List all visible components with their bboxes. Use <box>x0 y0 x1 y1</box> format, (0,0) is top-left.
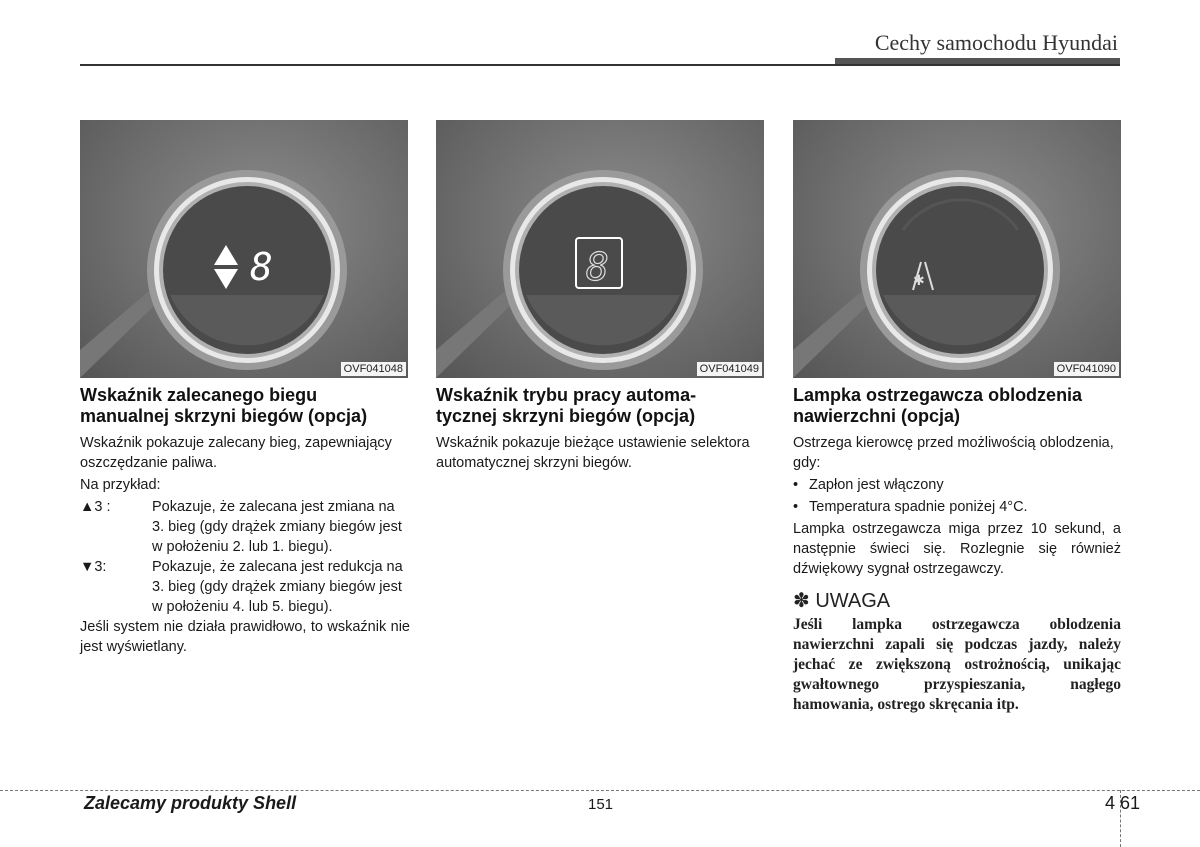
upshift-symbol: ▲3 : <box>80 499 111 515</box>
list-item: • Zapłon jest włączony <box>793 477 944 493</box>
figure-code: OVF041049 <box>697 362 762 376</box>
section-title: Lampka ostrzegawcza oblodzenia nawierzchni (opcja) <box>793 385 1083 426</box>
figure-ice-warning <box>793 120 1121 378</box>
note-body: Jeśli lampka ostrzegawcza oblodzenia nawierzchni zapali się podczas jazdy, należy jechać ze zwiększoną ostrożnością, unikając gwałtownego przyspieszania, nagłego hamowania, ostrego skręcania itp. <box>793 616 1121 713</box>
example-upshift <box>80 497 410 557</box>
body-text: Lampka ostrzegawcza miga przez 10 sekund, a następnie świeci się. Rozlegnie się również dźwiękowy sygnał ostrzegawczy. <box>793 521 1121 577</box>
figure-shift-indicator <box>80 120 408 378</box>
section-shift-indicator <box>80 385 410 659</box>
section-title: Wskaźnik zalecanego biegu manualnej skrzyni biegów (opcja) <box>80 385 368 426</box>
figure-automatic-mode <box>436 120 764 378</box>
page-header-title: Cechy samochodu Hyundai <box>874 30 1118 55</box>
list-item: • Temperatura spadnie poniżej 4°C. <box>793 499 1028 515</box>
section-ice-warning <box>793 385 1121 715</box>
note-heading: ✽ UWAGA <box>793 590 891 612</box>
downshift-symbol: ▼3: <box>80 559 107 575</box>
gear-digit-icon: 8 <box>586 245 609 289</box>
gauge-illustration <box>436 120 764 378</box>
header-rule <box>80 64 1120 66</box>
gauge-illustration <box>80 120 408 378</box>
section-title: Wskaźnik trybu pracy automa- tycznej skrzyni biegów (opcja) <box>436 385 697 426</box>
intro-text: Ostrzega kierowcę przed możliwością oblodzenia, gdy: <box>793 435 1114 471</box>
example-label: Na przykład: <box>80 477 161 493</box>
gauge-illustration <box>793 120 1121 378</box>
example-downshift <box>80 557 410 617</box>
section-automatic-mode <box>436 385 766 475</box>
svg-text:✱: ✱ <box>913 272 925 288</box>
section-page-number: 4 61 <box>1105 793 1141 813</box>
example-text: Pokazuje, że zalecana jest zmiana na 3. bieg (gdy drążek zmiany biegów jest w położeniu 2. lub 1. biegu). <box>152 499 402 555</box>
example-text: Pokazuje, że zalecana jest redukcja na 3. bieg (gdy drążek zmiany biegów jest w położeniu 4. lub 5. biegu). <box>152 559 403 615</box>
footer-slogan: Zalecamy produkty Shell <box>84 793 297 813</box>
gear-digit-icon: 8 <box>250 245 273 289</box>
body-text: Wskaźnik pokazuje bieżące ustawienie selektora automatycznej skrzyni biegów. <box>436 435 750 471</box>
closing-text: Jeśli system nie działa prawidłowo, to wskaźnik nie jest wyświetlany. <box>80 619 410 655</box>
figure-code: OVF041048 <box>341 362 406 376</box>
page-number: 151 <box>588 796 614 813</box>
condition-list <box>793 475 1121 517</box>
intro-text: Wskaźnik pokazuje zalecany bieg, zapewniający oszczędzanie paliwa. <box>80 435 392 471</box>
figure-code: OVF041090 <box>1054 362 1119 376</box>
footer-divider <box>0 790 1200 791</box>
